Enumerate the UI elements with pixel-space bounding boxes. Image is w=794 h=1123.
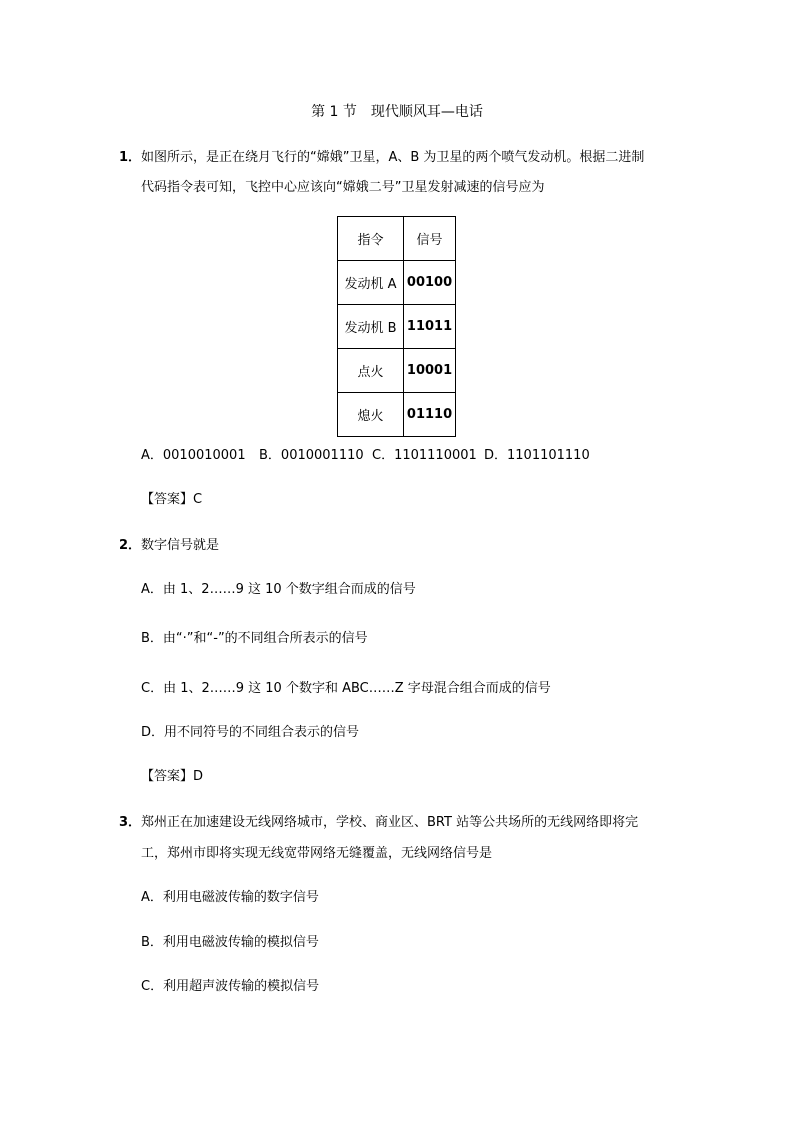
question-1-line-2: 代码指令表可知，飞控中心应该向“嫦娥二号”卫星发射减速的信号应为 [141,180,545,195]
table-cell-command: 熄火 [338,393,404,437]
table-row [338,393,456,437]
question-3-option-c: C．利用超声波传输的模拟信号 [141,979,320,994]
question-3-option-b: B．利用电磁波传输的模拟信号 [141,935,319,950]
table-row [338,349,456,393]
table-row [338,261,456,305]
question-3-line-1: 郑州正在加速建设无线网络城市，学校、商业区、BRT 站等公共场所的无线网络即将完 [141,815,639,830]
table-header-cell: 指令 [338,217,404,261]
question-1-answer: 【答案】C [141,492,203,507]
table-cell-signal: 01110 [404,393,456,437]
question-1-option-d: D．1101101110 [484,448,590,463]
table-header-row [338,217,456,261]
question-2-number: 2． [119,538,142,553]
table-row [338,305,456,349]
question-1-number: 1． [119,150,142,165]
question-1-option-a: A．0010010001 [141,448,246,463]
question-2-option-d: D．用不同符号的不同组合表示的信号 [141,725,360,740]
question-2-answer: 【答案】D [141,769,204,784]
question-2-option-b: B．由“·”和“-”的不同组合所表示的信号 [141,631,368,646]
question-2-option-c: C．由 1、2……9 这 10 个数字和 ABC……Z 字母混合组合而成的信号 [141,681,551,696]
table-cell-signal: 11011 [404,305,456,349]
question-1-line-1: 如图所示，是正在绕月飞行的“嫦娥”卫星，A、B 为卫星的两个喷气发动机。根据二进制 [141,150,645,165]
question-2-option-a: A．由 1、2……9 这 10 个数字组合而成的信号 [141,582,416,597]
question-3-line-2: 工，郑州市即将实现无线宽带网络无缝覆盖，无线网络信号是 [141,846,493,861]
table-header-cell: 信号 [404,217,456,261]
question-3-option-a: A．利用电磁波传输的数字信号 [141,890,319,905]
question-2-stem: 数字信号就是 [141,538,220,553]
table-cell-signal: 00100 [404,261,456,305]
question-1-option-c: C．1101110001 [372,448,477,463]
question-3-number: 3． [119,815,142,830]
table-cell-command: 点火 [338,349,404,393]
instruction-code-table [337,216,456,437]
table-cell-signal: 10001 [404,349,456,393]
section-title: 第 1 节 现代顺风耳—电话 [311,104,483,120]
table-cell-command: 发动机 B [338,305,404,349]
question-1-option-b: B．0010001110 [259,448,364,463]
table-cell-command: 发动机 A [338,261,404,305]
